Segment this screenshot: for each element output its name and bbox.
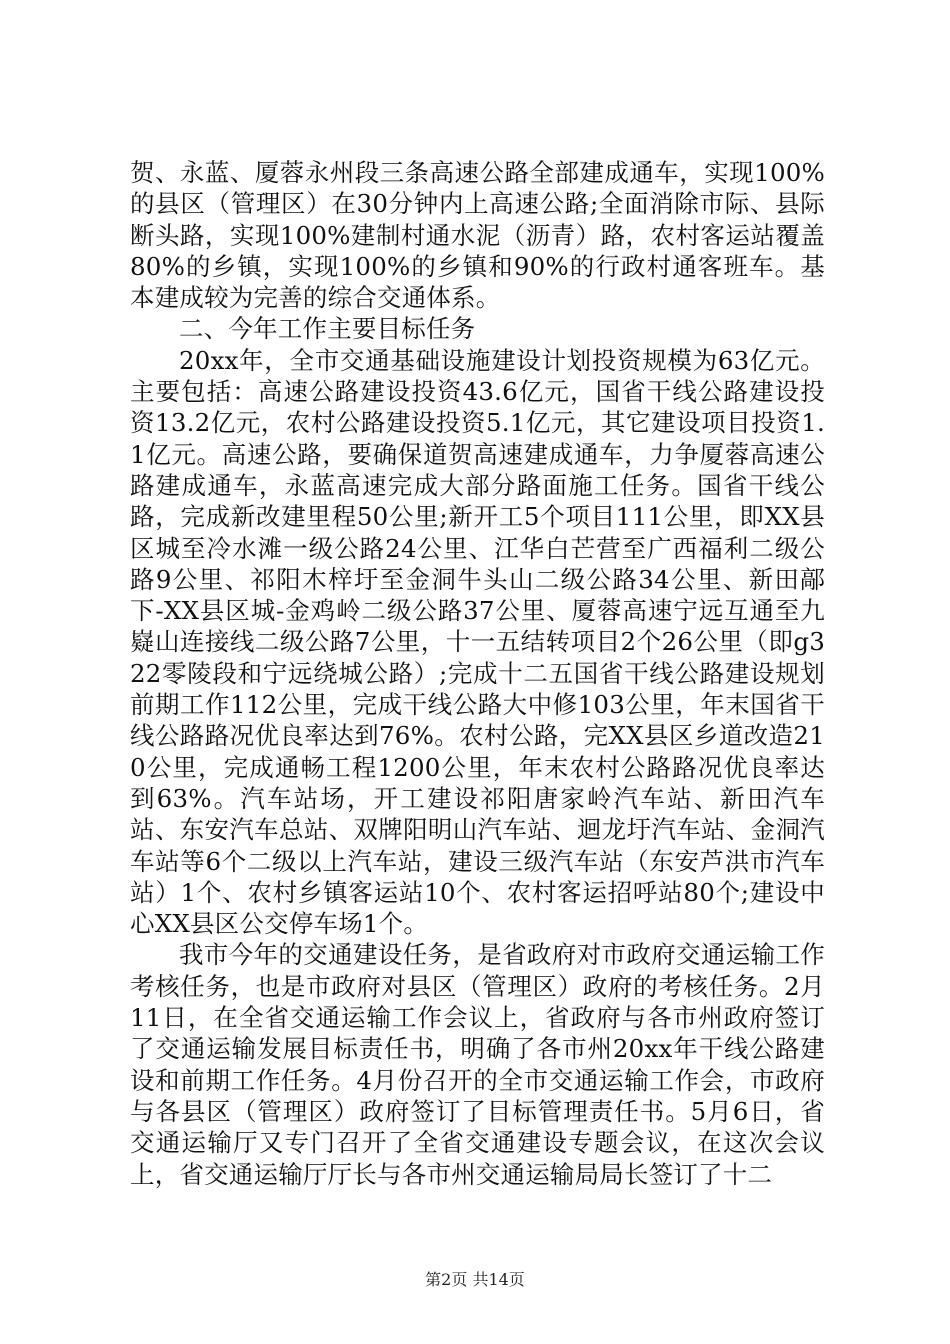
paragraph-assessment: 我市今年的交通建设任务，是省政府对市政府交通运输工作考核任务，也是市政府对县区（管理区）政府的考核任务。2月11日，在全省交通运输工作会议上，省政府与各市州政府签订了交通运输发展目标责任书，明确了各市州20xx年干线公路建设和前期工作任务。4月份召开的全市交通运输工作会，市政府与各县区（管理区）政府签订了目标管理责任书。5月6日，省交通运输厅又专门召开了全省交通建设专题会议，在这次会议上，省交通运输厅厅长与各市州交通运输局局长签订了十二 bbox=[130, 940, 825, 1189]
paragraph-targets: 20xx年，全市交通基础设施建设计划投资规模为63亿元。主要包括：高速公路建设投资43.6亿元，国省干线公路建设投资13.2亿元，农村公路建设投资5.1亿元，其它建设项目投资1.1亿元。高速公路，要确保道贺高速建成通车，力争厦蓉高速公路建成通车，永蓝高速完成大部分路面施工任务。国省干线公路，完成新改建里程50公里;新开工5个项目111公里，即XX县区城至冷水滩一级公路24公里、江华白芒营至广西福利二级公路9公里、祁阳木梓圩至金洞牛头山二级公路34公里、新田鄗下-XX县区城-金鸡岭二级公路37公里、厦蓉高速宁远互通至九嶷山连接线二级公路7公里，十一五结转项目2个26公里（即g322零陵段和宁远绕城公路）;完成十二五国省干线公路建设规划前期工作112公里，完成干线公路大中修103公里，年末国省干线公路路况优良率达到76%。农村公路，完XX县区乡道改造210公里，完成通畅工程1200公里，年末农村公路路况优良率达到63%。汽车站场，开工建设祁阳唐家岭汽车站、新田汽车站、东安汽车总站、双牌阳明山汽车站、迴龙圩汽车站、金洞汽车站等6个二级以上汽车站，建设三级汽车站（东安芦洪市汽车站）1个、农村乡镇客运站10个、农村客运招呼站80个;建设中心XX县区公交停车场1个。 bbox=[130, 345, 825, 939]
section-heading: 二、今年工作主要目标任务 bbox=[179, 314, 476, 344]
document-body bbox=[130, 157, 825, 1190]
paragraph-continuation: 贺、永蓝、厦蓉永州段三条高速公路全部建成通车，实现100%的县区（管理区）在30分钟内上高速公路;全面消除市际、县际断头路，实现100%建制村通水泥（沥青）路，农村客运站覆盖80%的乡镇，实现100%的乡镇和90%的行政村通客班车。基本建成较为完善的综合交通体系。 bbox=[130, 158, 825, 313]
page-footer: 第2页 共14页 bbox=[425, 1270, 525, 1289]
